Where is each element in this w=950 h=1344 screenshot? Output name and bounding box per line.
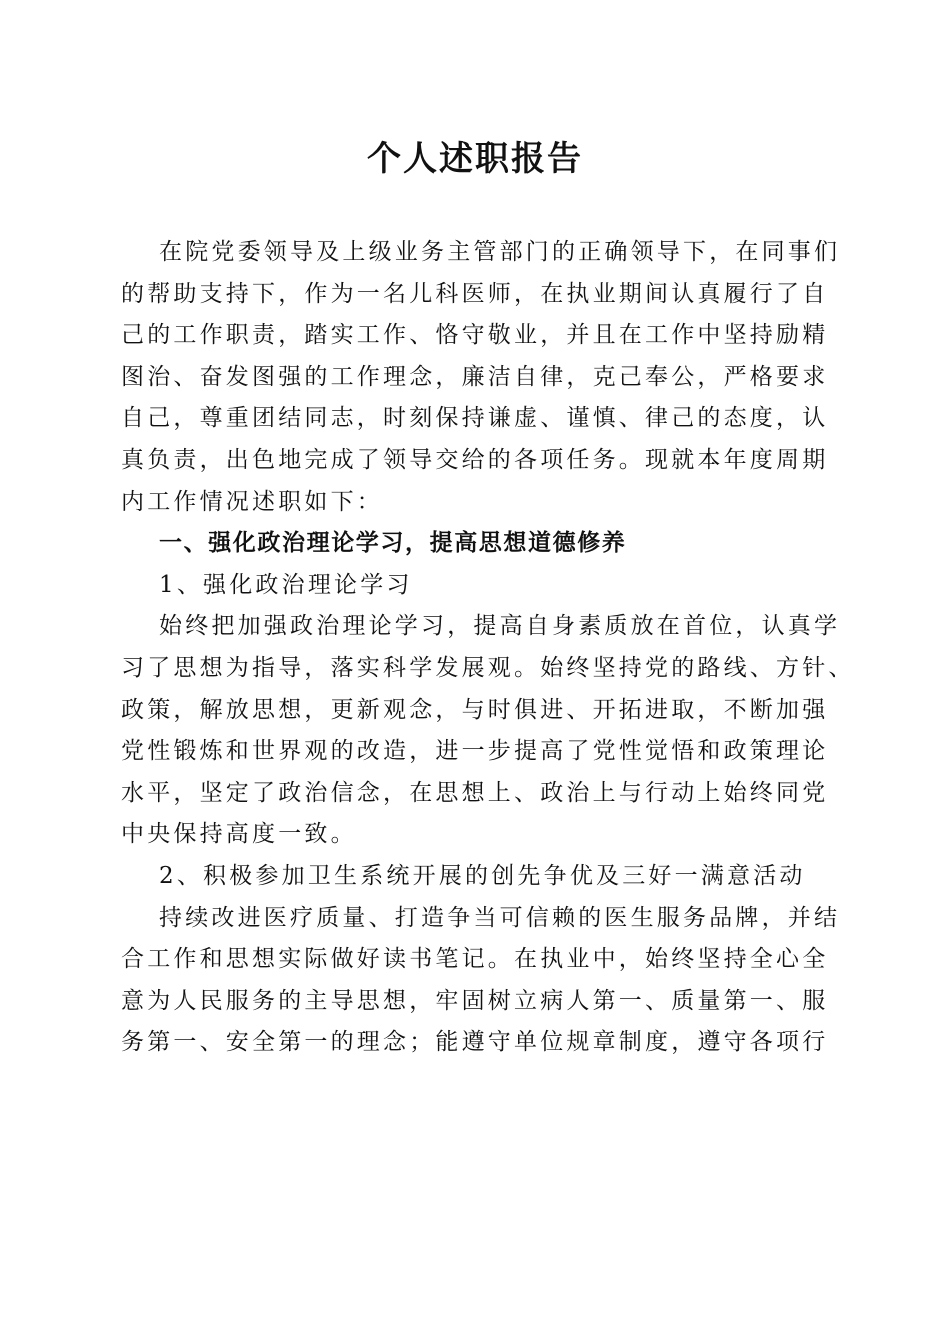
paragraph-line: 自己，尊重团结同志，时刻保持谦虚、谨慎、律己的态度，认 — [121, 405, 829, 432]
paragraph-line: 内工作情况述职如下： — [121, 488, 383, 515]
paragraph-line: 意为人民服务的主导思想，牢固树立病人第一、质量第一、服 — [121, 987, 829, 1014]
section-heading: 一、强化政治理论学习，提高思想道德修养 — [159, 530, 627, 557]
paragraph-line: 合工作和思想实际做好读书笔记。在执业中，始终坚持全心全 — [121, 946, 829, 973]
paragraph-line: 的帮助支持下，作为一名儿科医师，在执业期间认真履行了自 — [121, 280, 829, 307]
paragraph-line: 党性锻炼和世界观的改造，进一步提高了党性觉悟和政策理论 — [121, 738, 829, 765]
paragraph-line: 务第一、安全第一的理念；能遵守单位规章制度，遵守各项行 — [121, 1029, 829, 1056]
paragraph-line: 始终把加强政治理论学习，提高自身素质放在首位，认真学 — [159, 613, 841, 640]
paragraph-line: 习了思想为指导，落实科学发展观。始终坚持党的路线、方针、 — [121, 654, 855, 681]
paragraph-line: 政策，解放思想，更新观念，与时俱进、开拓进取，不断加强 — [121, 696, 829, 723]
document-body — [121, 232, 855, 1064]
subsection-heading: 2、积极参加卫生系统开展的创先争优及三好一满意活动 — [159, 862, 806, 889]
paragraph-line: 图治、奋发图强的工作理念，廉洁自律，克己奉公，严格要求 — [121, 363, 829, 390]
paragraph-line: 真负责，出色地完成了领导交给的各项任务。现就本年度周期 — [121, 446, 829, 473]
paragraph-line: 己的工作职责，踏实工作、恪守敬业，并且在工作中坚持励精 — [121, 322, 829, 349]
paragraph-line: 在院党委领导及上级业务主管部门的正确领导下，在同事们 — [159, 239, 841, 265]
paragraph-line: 持续改进医疗质量、打造争当可信赖的医生服务品牌，并结 — [159, 904, 841, 931]
subsection-heading: 1、强化政治理论学习 — [159, 571, 413, 598]
paragraph-line: 中央保持高度一致。 — [121, 821, 357, 848]
document-title: 个人述职报告 — [367, 139, 583, 179]
paragraph-line: 水平，坚定了政治信念，在思想上、政治上与行动上始终同党 — [121, 779, 829, 806]
